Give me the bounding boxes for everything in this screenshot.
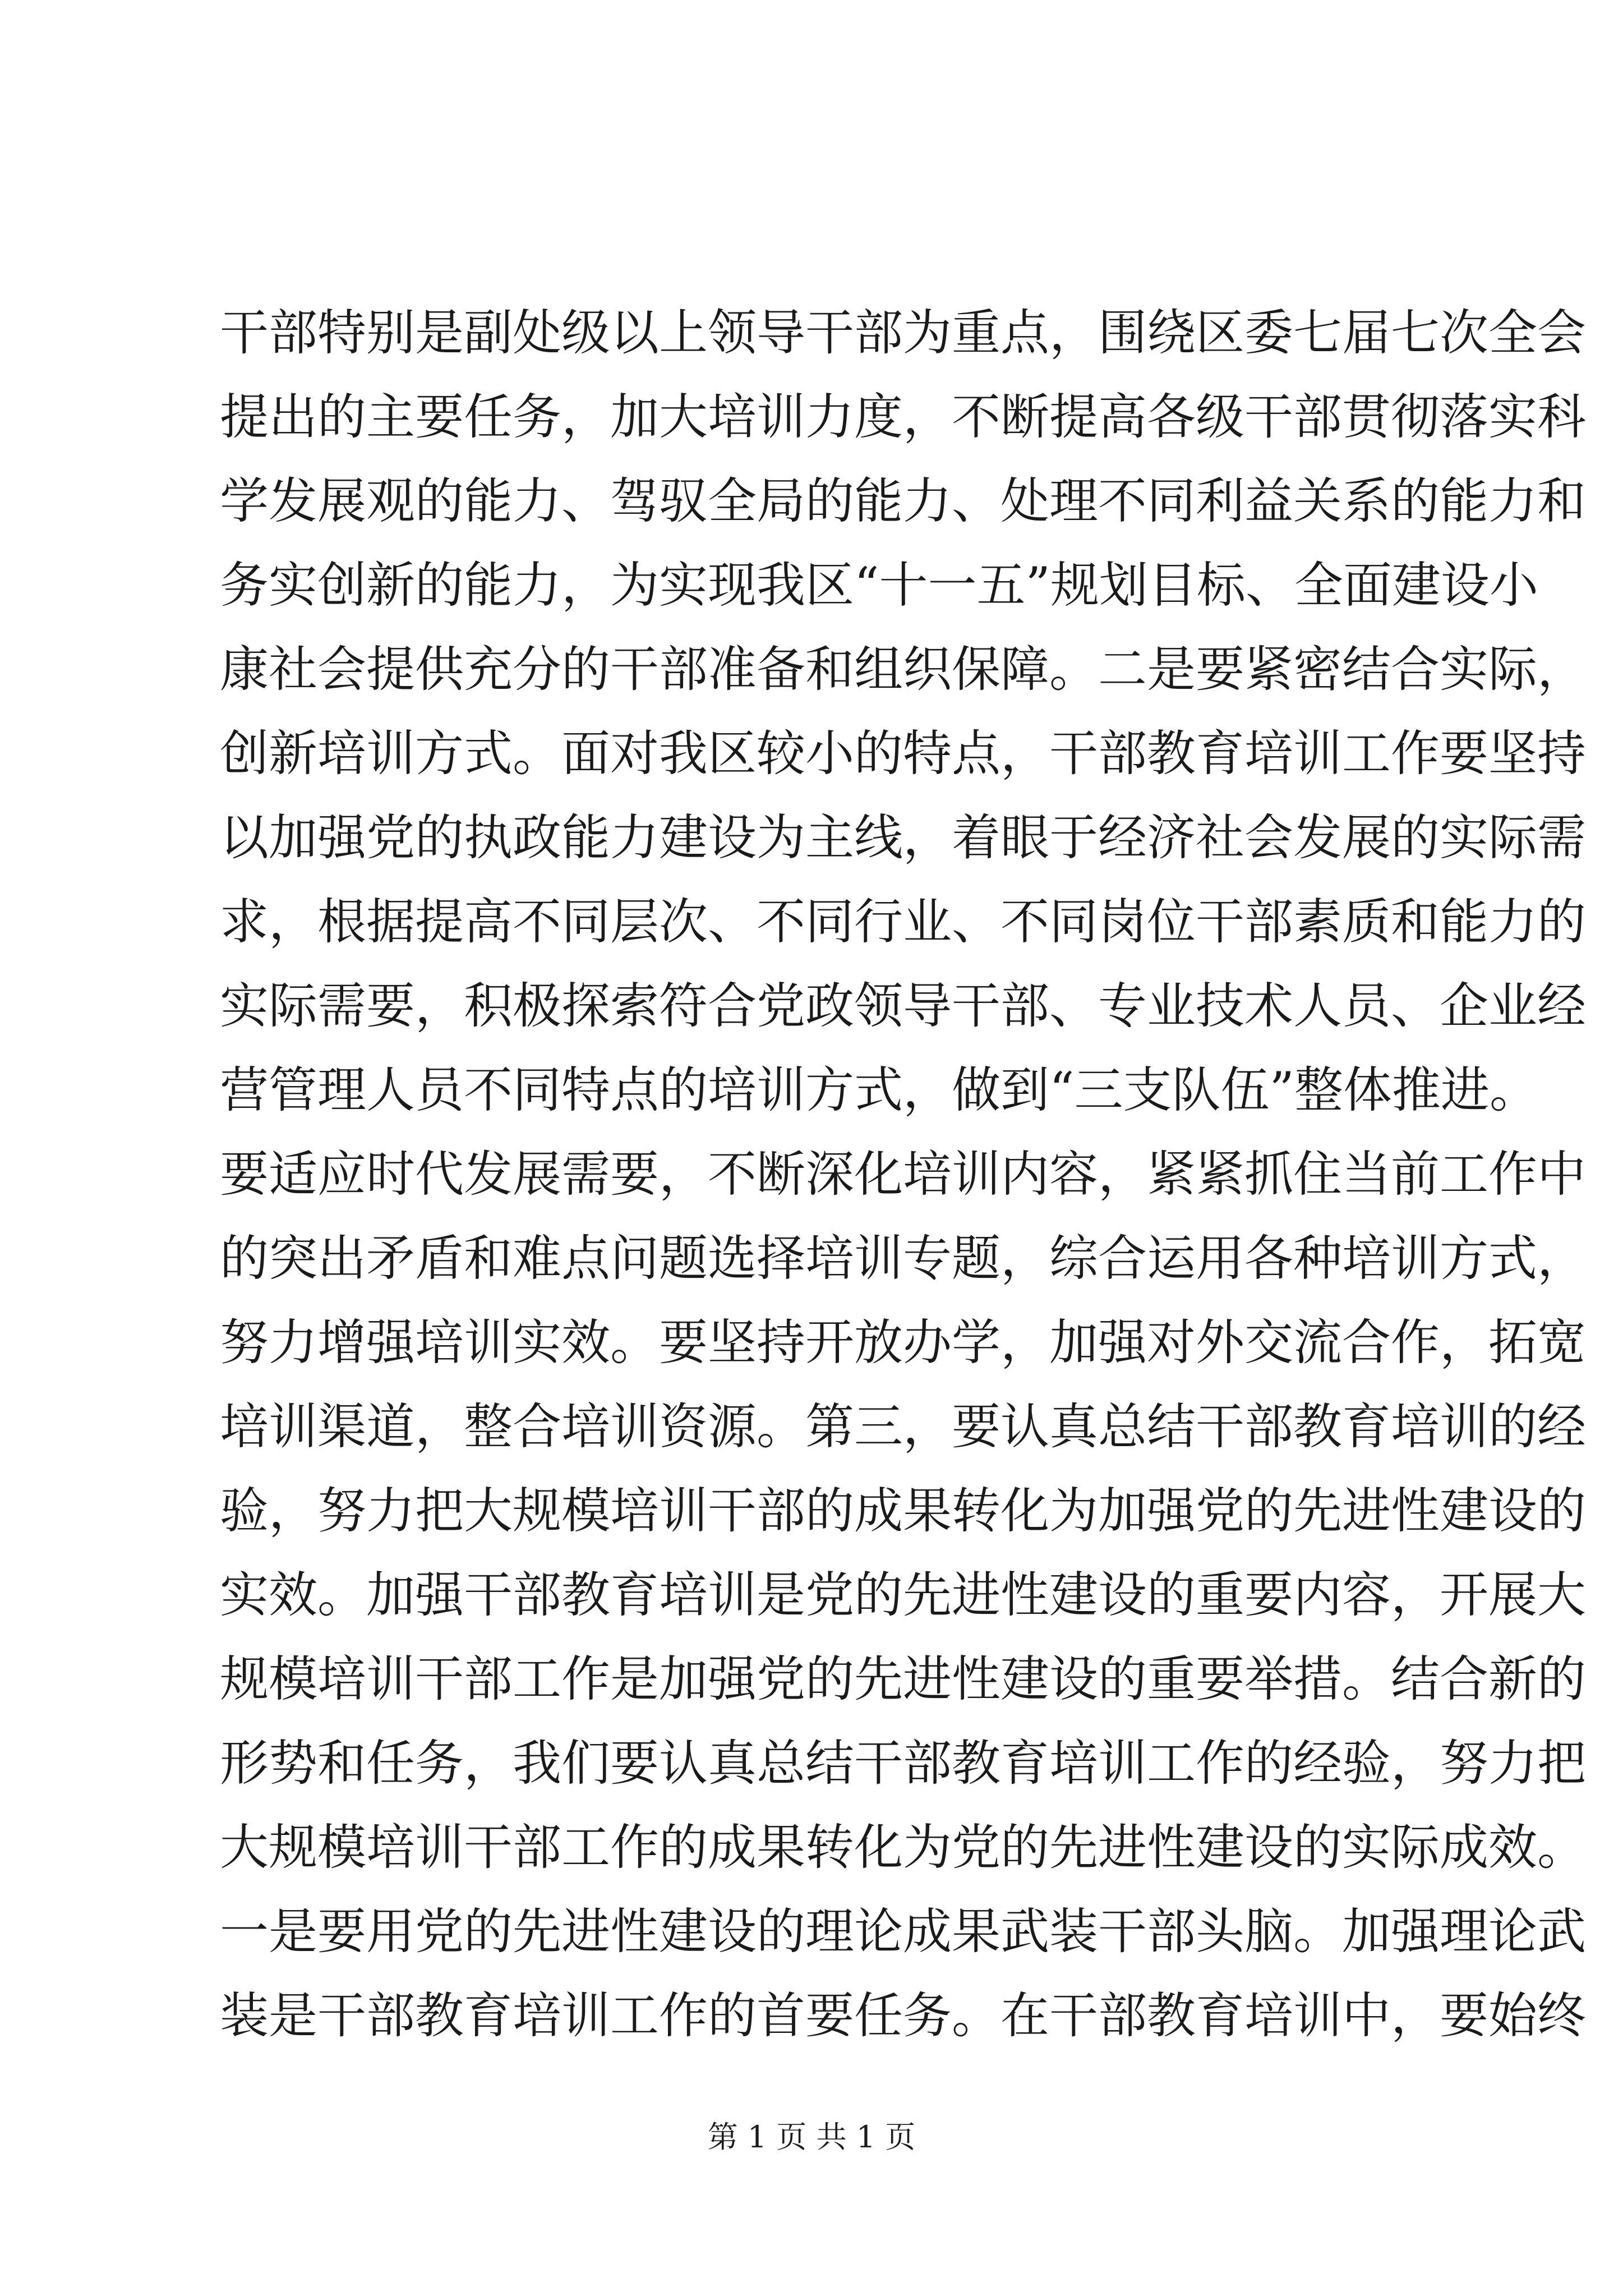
text-line: 装是干部教育培训工作的首要任务。在干部教育培训中，要始终: [220, 1987, 1586, 2044]
text-line: 求，根据提高不同层次、不同行业、不同岗位干部素质和能力的: [220, 893, 1586, 950]
text-line: 大规模培训干部工作的成果转化为党的先进性建设的实际成效。: [220, 1819, 1586, 1876]
text-line: 学发展观的能力、驾驭全局的能力、处理不同利益关系的能力和: [220, 472, 1586, 530]
text-line: 以加强党的执政能力建设为主线，着眼于经济社会发展的实际需: [220, 809, 1586, 866]
text-line: 务实创新的能力，为实现我区“十一五”规划目标、全面建设小: [220, 556, 1538, 614]
text-line: 营管理人员不同特点的培训方式，做到“三支队伍”整体推进。: [220, 1061, 1538, 1119]
text-line: 要适应时代发展需要，不断深化培训内容，紧紧抓住当前工作中: [220, 1145, 1586, 1203]
text-line: 实际需要，积极探索符合党政领导干部、专业技术人员、企业经: [220, 977, 1586, 1034]
text-line: 形势和任务，我们要认真总结干部教育培训工作的经验，努力把: [220, 1734, 1586, 1792]
text-line: 规模培训干部工作是加强党的先进性建设的重要举措。结合新的: [220, 1650, 1586, 1708]
text-line: 的突出矛盾和难点问题选择培训专题，综合运用各种培训方式，: [220, 1230, 1586, 1287]
text-line: 创新培训方式。面对我区较小的特点，干部教育培训工作要坚持: [220, 725, 1586, 782]
text-line: 验，努力把大规模培训干部的成果转化为加强党的先进性建设的: [220, 1482, 1586, 1539]
text-line: 实效。加强干部教育培训是党的先进性建设的重要内容，开展大: [220, 1566, 1586, 1623]
text-line: 一是要用党的先进性建设的理论成果武装干部头脑。加强理论武: [220, 1903, 1586, 1960]
text-line: 提出的主要任务，加大培训力度，不断提高各级干部贯彻落实科: [220, 388, 1586, 445]
text-line: 康社会提供充分的干部准备和组织保障。二是要紧密结合实际，: [220, 641, 1586, 698]
text-line: 培训渠道，整合培训资源。第三，要认真总结干部教育培训的经: [220, 1398, 1586, 1455]
page-number-footer: 第 1 页 共 1 页: [707, 2119, 916, 2155]
text-line: 干部特别是副处级以上领导干部为重点，围绕区委七届七次全会: [220, 304, 1586, 361]
text-line: 努力增强培训实效。要坚持开放办学，加强对外交流合作，拓宽: [220, 1314, 1586, 1371]
body-text: [220, 291, 1586, 2058]
